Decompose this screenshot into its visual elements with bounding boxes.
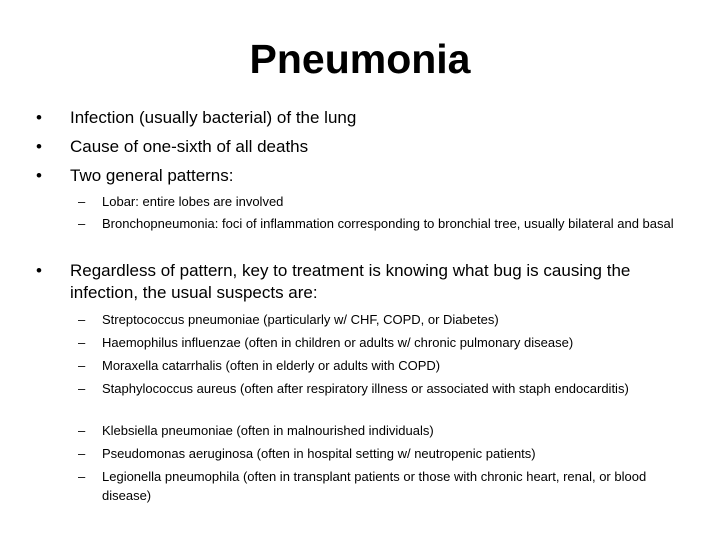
dash-icon: – bbox=[78, 335, 86, 350]
bullet-text: Regardless of pattern, key to treatment is knowing what bug is causing the infection, the usual suspects are: bbox=[70, 261, 631, 302]
dash-icon: – bbox=[78, 381, 86, 396]
sub-bullet-item bbox=[78, 467, 680, 505]
bullet-item bbox=[36, 107, 690, 129]
bullet-item bbox=[36, 165, 690, 187]
sub-bullet-term: Streptococcus pneumoniae bbox=[102, 312, 260, 327]
sub-bullet-item bbox=[78, 444, 680, 463]
sub-bullet-desc: foci of inflammation corresponding to bronchial tree, usually bilateral and basal bbox=[218, 216, 674, 231]
bullet-icon: • bbox=[36, 166, 42, 185]
dash-icon: – bbox=[78, 312, 86, 327]
dash-icon: – bbox=[78, 446, 86, 461]
dash-icon: – bbox=[78, 469, 86, 484]
dash-icon: – bbox=[78, 358, 86, 373]
sub-bullet-term: Haemophilus influenzae bbox=[102, 335, 241, 350]
bullet-text: Two general patterns: bbox=[70, 166, 234, 185]
sub-bullet-item bbox=[78, 192, 680, 211]
slide-title: Pneumonia bbox=[249, 36, 471, 82]
sub-bullet-item bbox=[78, 379, 680, 398]
dash-icon: – bbox=[78, 216, 86, 231]
sub-bullet-term: Lobar: bbox=[102, 194, 139, 209]
sub-bullet-desc: entire lobes are involved bbox=[138, 194, 284, 209]
sub-bullet-item bbox=[78, 310, 680, 329]
sub-bullet-term: Moraxella catarrhalis bbox=[102, 358, 222, 373]
dash-icon: – bbox=[78, 423, 86, 438]
sub-bullet-term: Legionella pneumophila bbox=[102, 469, 240, 484]
sub-bullet-desc: (particularly w/ CHF, COPD, or Diabetes) bbox=[259, 312, 499, 327]
bullet-icon: • bbox=[36, 137, 42, 156]
sub-bullet-desc: (often in hospital setting w/ neutropenic patients) bbox=[253, 446, 536, 461]
bullet-icon: • bbox=[36, 261, 42, 280]
sub-bullet-term: Pseudomonas aeruginosa bbox=[102, 446, 254, 461]
bullet-item bbox=[36, 136, 690, 158]
sub-bullet-term: Bronchopneumonia: bbox=[102, 216, 219, 231]
sub-bullet-item bbox=[78, 333, 680, 352]
sub-bullet-desc: (often after respiratory illness or associated with staph endocarditis) bbox=[236, 381, 629, 396]
bullet-text: Cause of one-sixth of all deaths bbox=[70, 137, 309, 156]
sub-bullet-term: Klebsiella pneumoniae bbox=[102, 423, 233, 438]
sub-bullet-desc: (often in malnourished individuals) bbox=[232, 423, 434, 438]
sub-bullet-desc: (often in children or adults w/ chronic pulmonary disease) bbox=[240, 335, 574, 350]
sub-bullet-item bbox=[78, 214, 680, 233]
dash-icon: – bbox=[78, 194, 86, 209]
bullet-text: Infection (usually bacterial) of the lung bbox=[70, 108, 357, 127]
bullet-icon: • bbox=[36, 108, 42, 127]
sub-bullet-desc: (often in elderly or adults with COPD) bbox=[221, 358, 441, 373]
sub-bullet-item bbox=[78, 421, 680, 440]
sub-bullet-term: Staphylococcus aureus bbox=[102, 381, 237, 396]
bullet-item bbox=[36, 260, 690, 304]
sub-bullet-desc: (often in transplant patients or those with chronic heart, renal, or blood disease) bbox=[102, 469, 647, 503]
sub-bullet-item bbox=[78, 356, 680, 375]
